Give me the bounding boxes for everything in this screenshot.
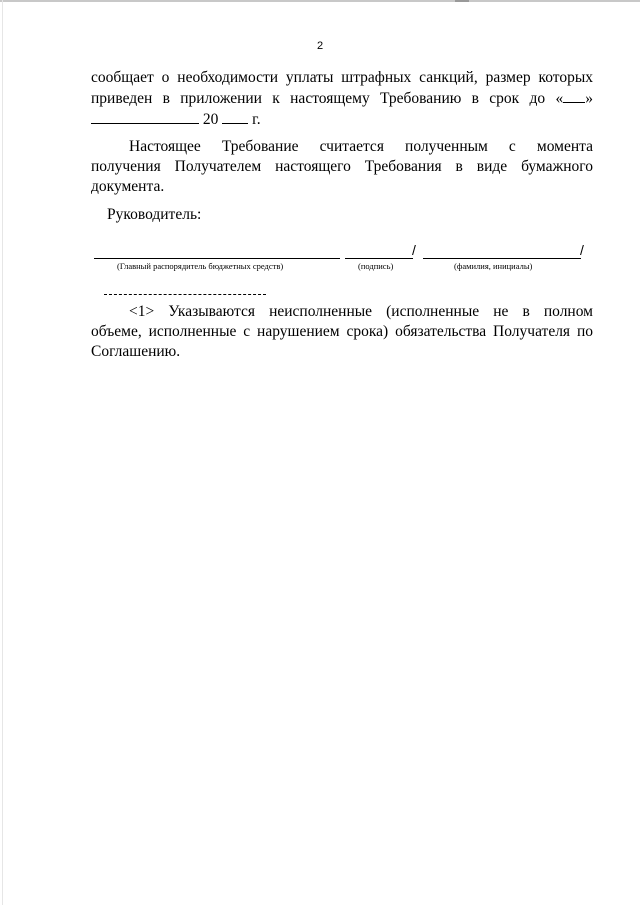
signature-line [345, 258, 413, 259]
paragraph-line [91, 109, 593, 130]
scan-mark [455, 0, 469, 2]
footnote-line: Соглашению. [91, 343, 181, 360]
slash-separator: / [580, 242, 584, 258]
paragraph-receipt [91, 137, 593, 197]
paragraph-line: сообщает о необходимости уплаты штрафных санкций, размер которых [91, 69, 593, 86]
year-suffix: г. [252, 111, 261, 128]
paragraph-line: документа. [91, 178, 165, 195]
head-label: Руководитель: [107, 206, 202, 223]
caption-position: (Главный распорядитель бюджетных средств) [117, 261, 284, 271]
caption-name: (фамилия, инициалы) [454, 261, 533, 271]
paragraph-line: получения Получателем настоящего Требования в виде бумажного [91, 158, 593, 175]
year-prefix: 20 [202, 111, 219, 128]
slash-separator: / [412, 242, 416, 258]
quote-close: » [585, 90, 593, 107]
paragraph-penalty-notice [91, 68, 593, 130]
position-line [94, 258, 340, 259]
day-blank [563, 88, 585, 103]
paragraph-line: Настоящее Требование считается полученным с момента [129, 138, 593, 155]
scan-top-edge [0, 0, 640, 2]
year-blank [222, 109, 248, 124]
scan-left-edge [2, 0, 3, 905]
paragraph-line [91, 88, 593, 109]
month-blank [91, 109, 199, 124]
footnote-separator [104, 294, 266, 295]
footnote [91, 302, 593, 362]
page-number: 2 [316, 40, 324, 52]
name-line [423, 258, 581, 259]
footnote-line: объеме, исполненные с нарушением срока) обязательства Получателя по [91, 323, 593, 340]
caption-signature: (подпись) [358, 261, 394, 271]
paragraph-text: приведен в приложении к настоящему Требованию в срок до « [91, 90, 564, 107]
footnote-line: <1> Указываются неисполненные (исполненные не в полном [129, 303, 593, 320]
